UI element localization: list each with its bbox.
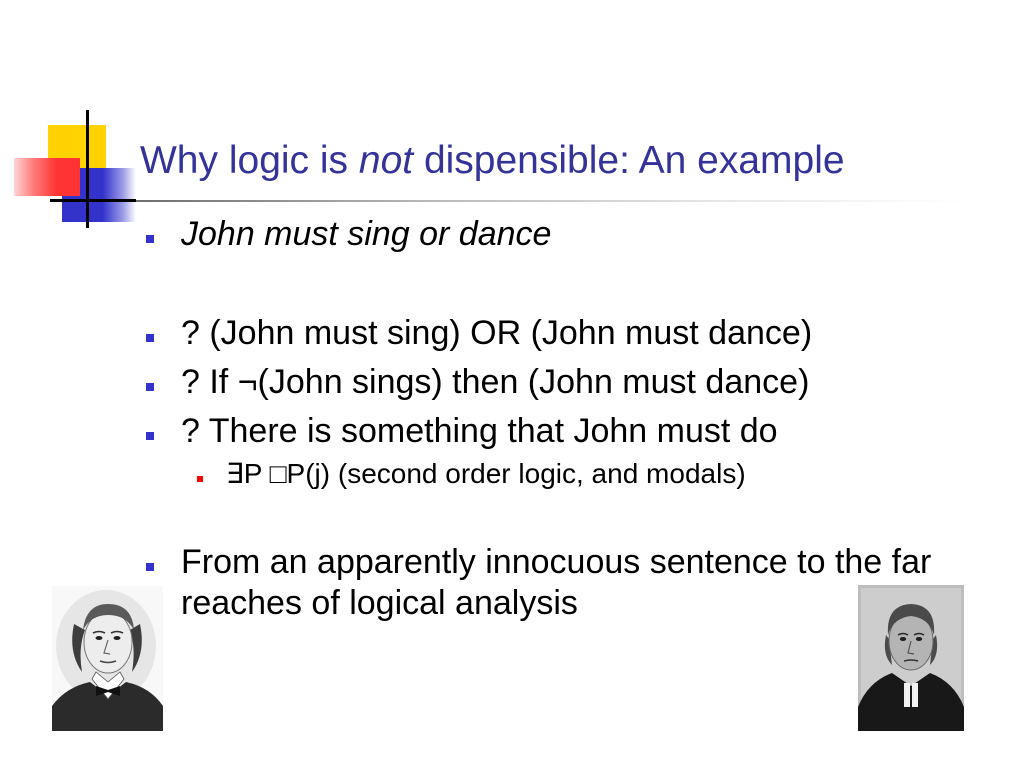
bullet-item	[146, 214, 971, 255]
bullet-text: ? (John must sing) OR (John must dance)	[181, 314, 813, 352]
slide-title-emphasis: not	[358, 139, 414, 182]
square-bullet-icon	[197, 476, 203, 482]
bullet-item	[146, 362, 971, 403]
slide-title-end: dispensible: An example	[413, 139, 845, 182]
bullet-text: ? There is something that John must do	[181, 412, 778, 450]
portrait-left-image	[52, 586, 163, 731]
bullet-item	[146, 313, 971, 354]
sub-bullet-item	[197, 457, 957, 491]
bullet-text: ? If ¬(John sings) then (John must dance)	[181, 363, 810, 401]
portrait-right-image	[858, 585, 964, 731]
square-bullet-icon	[146, 235, 154, 243]
bullet-text: From an apparently innocuous sentence to the far reaches of logical analysis	[181, 543, 932, 622]
square-bullet-icon	[146, 432, 154, 440]
square-bullet-icon	[146, 383, 154, 391]
square-bullet-icon	[146, 563, 154, 571]
square-bullet-icon	[146, 334, 154, 342]
decor-red-bar	[14, 158, 80, 196]
sub-bullet-text: ∃P □P(j) (second order logic, and modals)	[226, 458, 746, 489]
bullet-text: John must sing or dance	[181, 215, 552, 253]
decor-horizontal-line	[50, 199, 136, 202]
bullet-item	[146, 411, 971, 452]
slide-title-start: Why logic is	[140, 139, 359, 182]
slide-title	[140, 137, 845, 184]
bullet-item	[146, 542, 971, 624]
decor-vertical-line	[86, 110, 89, 228]
title-underline	[136, 200, 965, 202]
